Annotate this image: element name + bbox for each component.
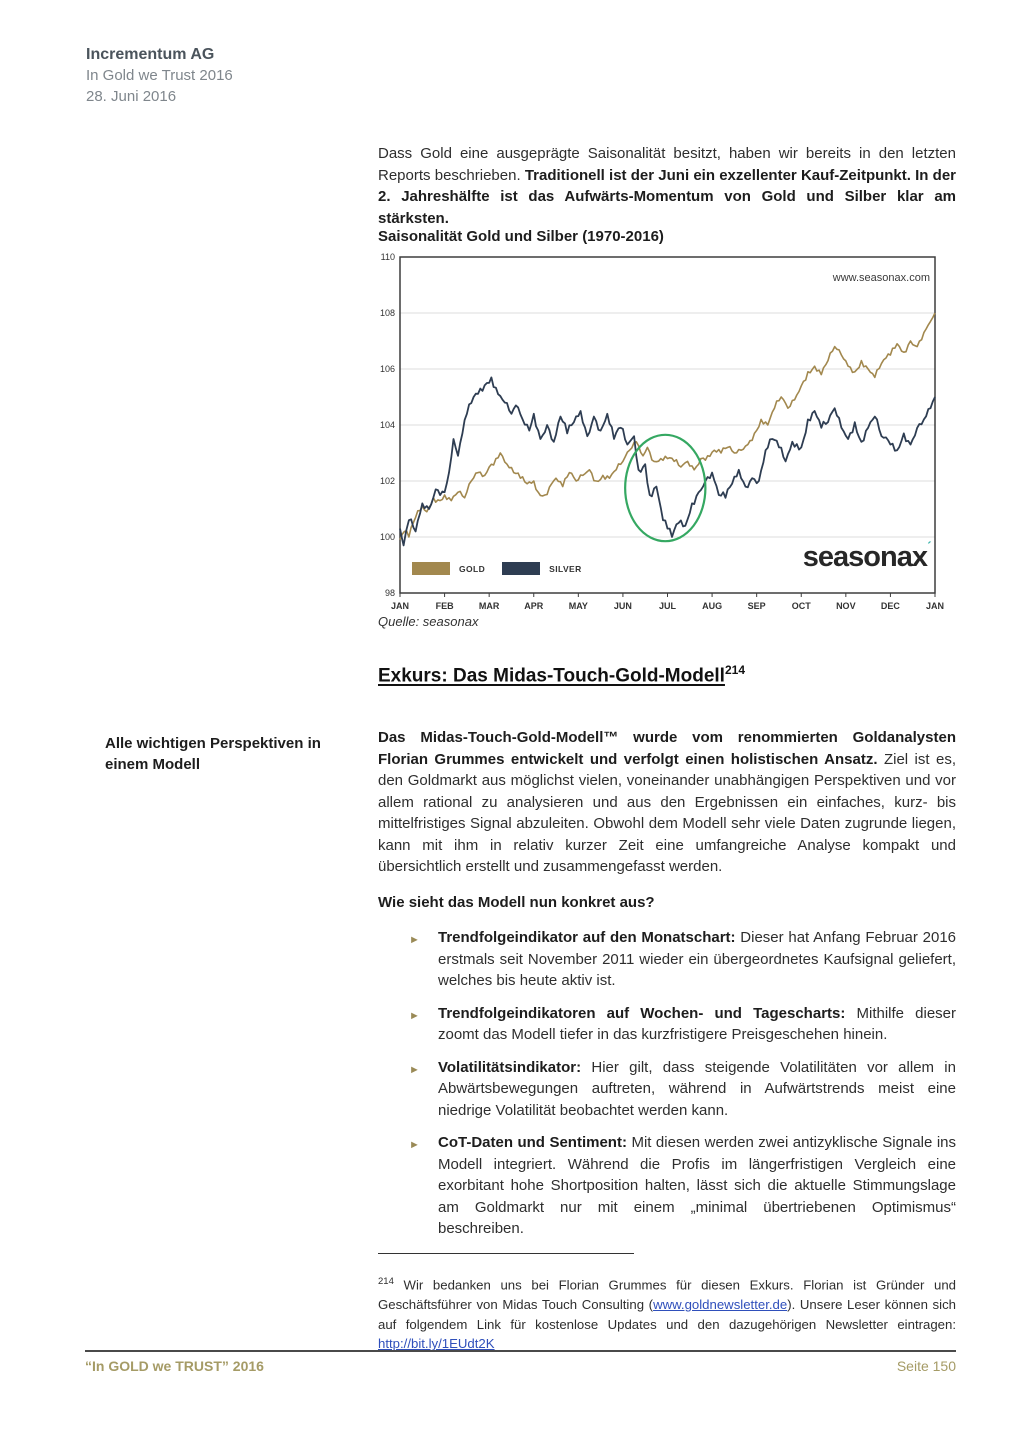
svg-text:JAN: JAN [390,601,410,611]
seasonax-logo-text: seasonax [802,541,927,573]
model-text: Ziel ist es, den Goldmarkt aus möglichst vielen, voneinander unabhängigen Perspektiven und vor allem rational zu analysieren und aus den Ergebnissen ein einfaches, kurz- bis mittelfristiges Signal abzuleiten. Obwohl dem Modell sehr viele Daten zugrunde liegen, kann mit ihm in relativ kurzer Zeit eine umfangreiche Analyse kompakt und übersichtlich erstellt und zusammengefasst werden. [378,750,956,875]
svg-text:NOV: NOV [836,601,856,611]
bullet-item [378,1003,956,1046]
chart-legend [412,562,582,575]
legend-label-gold: GOLD [459,563,486,574]
footnote [378,1272,956,1353]
svg-text:106: 106 [379,364,395,374]
footer-report-title: “In GOLD we TRUST” 2016 [85,1358,264,1374]
chart-watermark: www.seasonax.com [832,272,930,284]
bullet-text: Mithilfe dieser zoomt das Modell tiefer in das kurzfristigere Preisgeschehen hinein. [438,1004,956,1043]
svg-text:DEC: DEC [880,601,900,611]
margin-note: Alle wichtigen Perspektiven in einem Modell [105,735,321,773]
svg-text:100: 100 [379,532,395,542]
bullet-item [378,1057,956,1122]
svg-text:FEB: FEB [435,601,454,611]
legend-swatch-gold [412,562,450,575]
footnote-marker: 214 [378,1276,394,1288]
footnote-link-goldnewsletter[interactable]: www.goldnewsletter.de [653,1297,788,1313]
bullet-term: Trendfolgeindikator auf den Monatschart: [438,929,736,946]
svg-text:98: 98 [384,588,395,598]
svg-text:MAY: MAY [568,601,588,611]
legend-swatch-silver [502,562,540,575]
footer-page-number: Seite 150 [896,1358,956,1374]
bullet-text: Mit diesen werden zwei antizyklische Signale ins Modell integriert. Während die Profis im längerfristigen Vergleich eine exorbitant hohe Shortposition halten, lässt sich die aktuelle Stimmungslage am Goldmarkt nur mit einem „minimal übertriebenen Optimismus“ beschreiben. [438,1134,957,1237]
bullet-item [378,927,956,992]
footnote-ref: 214 [724,663,745,677]
company-name: Incrementum AG [86,46,215,63]
report-title: In Gold we Trust 2016 [86,67,233,84]
section-heading [378,663,745,687]
legend-label-silver: SILVER [549,563,582,574]
bullet-arrow-icon: ► [409,934,420,946]
footer-rule [85,1350,956,1352]
svg-text:JUN: JUN [613,601,632,611]
svg-text:JUL: JUL [658,601,677,611]
page-header [86,44,233,107]
footnote-rule [378,1253,634,1254]
bullet-list [378,927,956,1251]
svg-text:JAN: JAN [925,601,945,611]
model-paragraph [378,727,956,878]
svg-text:SEP: SEP [747,601,766,611]
bullet-term: CoT-Daten und Sentiment: [438,1134,627,1151]
page-footer [85,1358,956,1374]
footnote-link-bitly[interactable]: http://bit.ly/1EUdt2K [378,1336,495,1352]
bullet-text: Dieser hat Anfang Februar 2016 erstmals seit November 2011 wieder ein übergeordnetes Kaufsignal geliefert, welches bis heute aktiv ist. [438,929,956,989]
intro-text: Dass Gold eine ausgeprägte Saisonalität besitzt, haben wir bereits in den letzten Reports beschrieben. [378,145,956,184]
bullet-text: Hier gilt, dass steigende Volatilitäten vor allem in Abwärtsbewegungen auftreten, während in Aufwärtstrends meist eine niedrige Volatilität beobachtet werden kann. [438,1058,956,1119]
intro-bold-text: Traditionell ist der Juni ein exzellenter Kauf-Zeitpunkt. In der 2. Jahreshälfte ist das Aufwärts-Momentum von Gold und Silber klar am stärksten. [378,166,957,227]
model-bold-text: Das Midas-Touch-Gold-Modell™ wurde vom renommierten Goldanalysten Florian Grummes entwickelt und verfolgt einen holistischen Ansatz. [378,729,956,768]
svg-text:OCT: OCT [791,601,811,611]
chart-source: Quelle: seasonax [378,614,479,629]
seasonality-chart [378,252,956,612]
svg-text:104: 104 [379,420,395,430]
svg-text:APR: APR [524,601,544,611]
svg-text:110: 110 [380,252,395,262]
svg-text:102: 102 [379,476,395,486]
svg-text:MAR: MAR [478,601,500,611]
svg-text:AUG: AUG [702,601,723,611]
bullet-arrow-icon: ► [409,1009,420,1022]
seasonax-logo [803,540,932,572]
svg-text:108: 108 [379,308,395,318]
question-heading: Wie sieht das Modell nun konkret aus? [378,894,655,911]
bullet-term: Trendfolgeindikatoren auf Wochen- und Tagescharts: [438,1004,846,1022]
bullet-term: Volatilitätsindikator: [438,1058,582,1076]
chart-title: Saisonalität Gold und Silber (1970-2016) [378,228,664,245]
intro-paragraph [378,143,956,229]
seasonax-logo-mark: ˊ [927,539,932,556]
bullet-item [378,1132,956,1240]
footnote-text-2: ). Unsere Leser können sich auf folgendem Link für kostenlose Updates und den dazugehörigen Newsletter eintragen: [378,1297,957,1332]
bullet-arrow-icon: ► [409,1139,420,1151]
bullet-arrow-icon: ► [409,1063,420,1076]
footnote-text-1: Wir bedanken uns bei Florian Grummes für diesen Exkurs. Florian ist Gründer und Geschäftsführer von Midas Touch Consulting ( [378,1277,956,1313]
report-date: 28. Juni 2016 [86,88,177,105]
section-heading-text: Exkurs: Das Midas-Touch-Gold-Modell [378,665,725,687]
